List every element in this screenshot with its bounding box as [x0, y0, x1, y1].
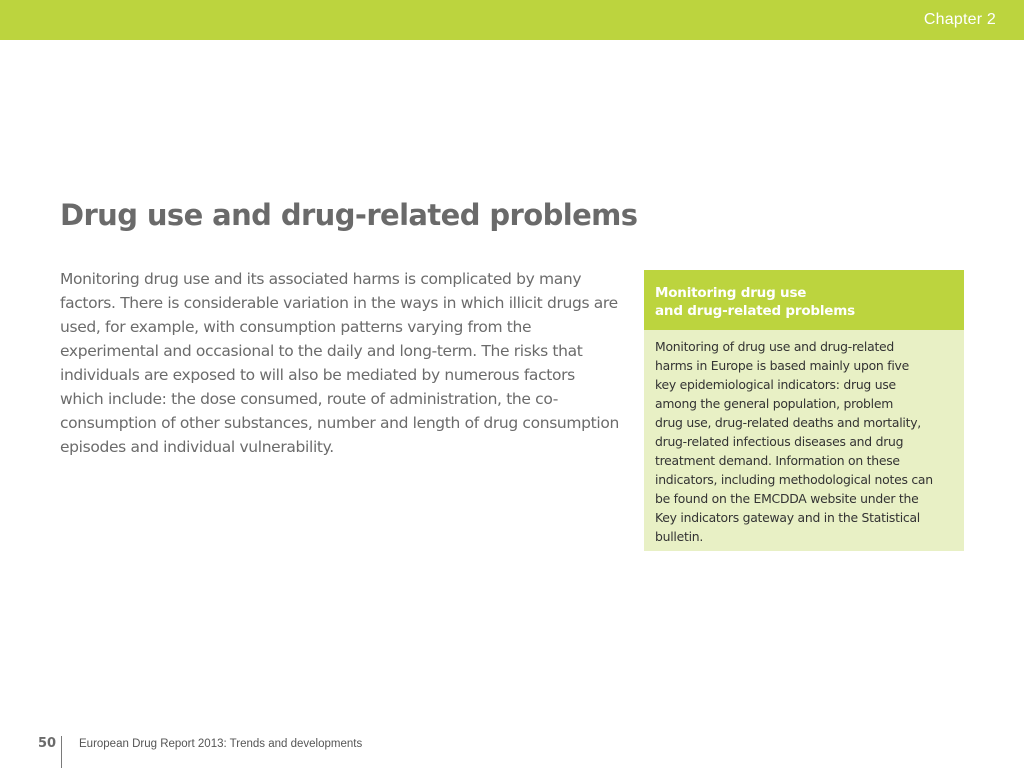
info-box-line: treatment demand. Information on these — [655, 453, 900, 468]
page-number: 50 — [38, 736, 57, 751]
info-box-line: harms in Europe is based mainly upon five — [655, 358, 909, 373]
info-box-line: indicators, including methodological notes can — [655, 472, 933, 487]
info-box-line: Monitoring of drug use and drug-related — [655, 339, 895, 354]
info-box-title-line: and drug-related problems — [655, 303, 855, 319]
info-box-body — [644, 330, 964, 546]
info-box-line: among the general population, problem — [655, 396, 894, 411]
info-box-line: drug use, drug-related deaths and mortality, — [655, 415, 921, 430]
info-box-title — [644, 270, 964, 330]
info-box-line: bulletin. — [655, 529, 704, 544]
footer-divider — [61, 736, 62, 768]
header-bar — [0, 0, 1024, 40]
chapter-label: Chapter 2 — [923, 11, 996, 28]
page-title: Drug use and drug-related problems — [60, 198, 638, 232]
info-box-line: key epidemiological indicators: drug use — [655, 377, 896, 392]
info-box — [644, 270, 964, 551]
info-box-line: Key indicators gateway and in the Statistical — [655, 510, 921, 525]
footer-publication-title: European Drug Report 2013: Trends and developments — [79, 738, 363, 750]
info-box-title-line: Monitoring drug use — [655, 285, 807, 301]
info-box-line: drug-related infectious diseases and drug — [655, 434, 904, 449]
info-box-line: be found on the EMCDDA website under the — [655, 491, 919, 506]
body-paragraph: Monitoring drug use and its associated harms is complicated by many factors. There is considerable variation in the ways in which illicit drugs are used, for example, with consumption patterns varying from the experimental and occasional to the daily and long-term. The risks that individuals are exposed to will also be mediated by numerous factors which include: the dose consumed, route of administration, the co-consumption of other substances, number and length of drug consumption episodes and individual vulnerability. — [60, 270, 619, 456]
